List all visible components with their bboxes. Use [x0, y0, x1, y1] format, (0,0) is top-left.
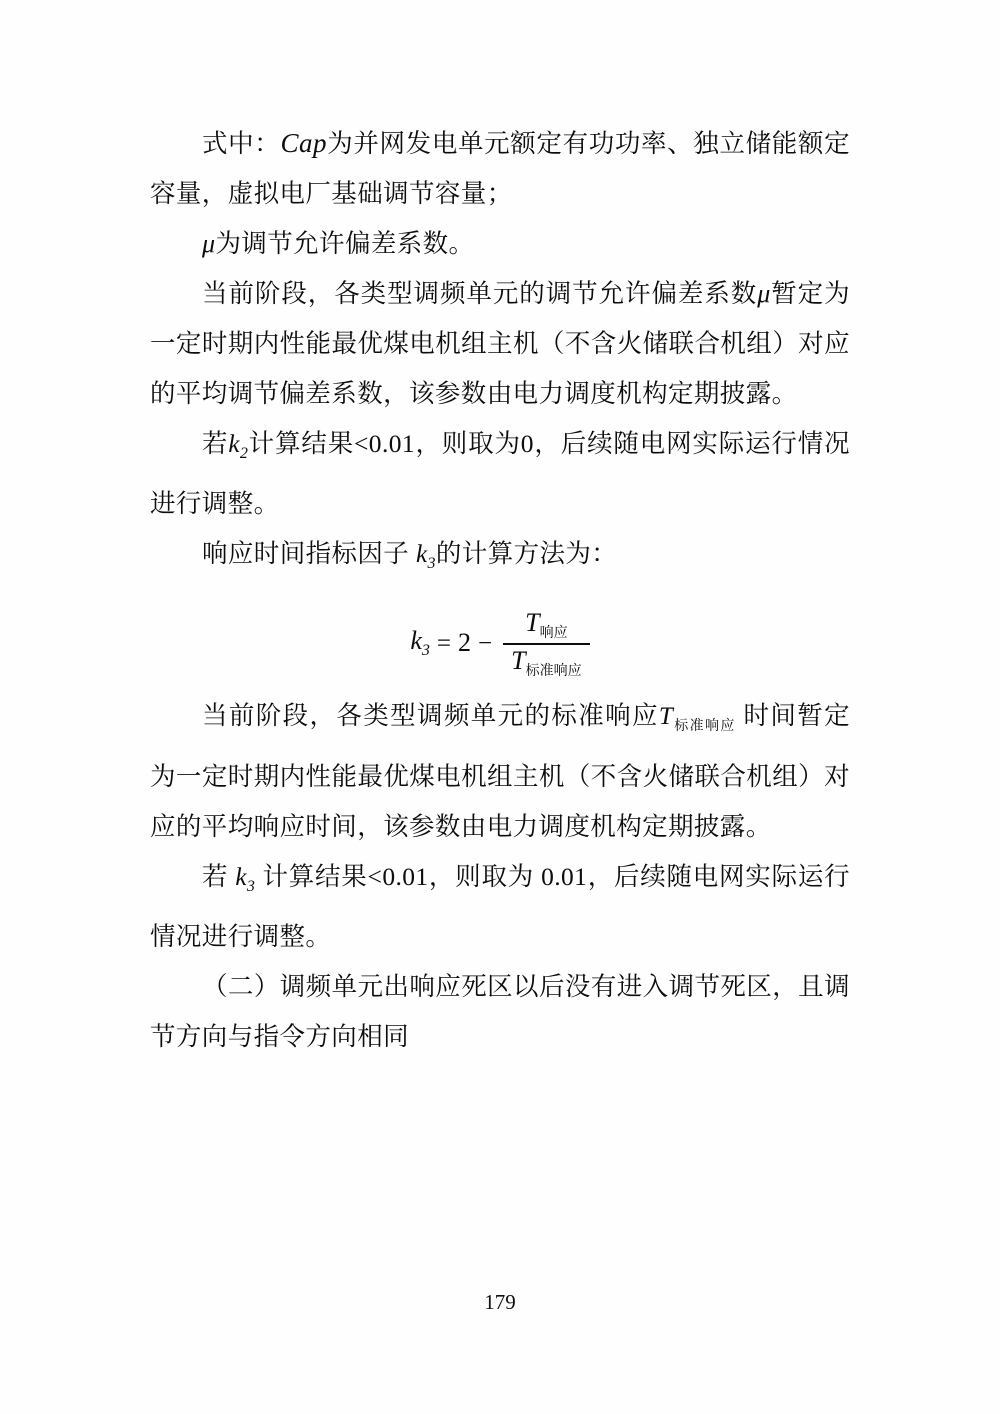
text-run: 计算结果<0.01，则取为0，后续随电网实际运行情况进行调整。: [150, 429, 850, 518]
math-variable-t-standard: [658, 703, 736, 734]
math-subscript: 标准响应: [525, 663, 582, 679]
math-variable-k3: [235, 864, 256, 895]
math-subscript: 标准响应: [673, 719, 736, 734]
math-variable-k2: [228, 431, 249, 462]
math-subscript: 2: [239, 445, 249, 462]
text-run: 为调节允许偏差系数。: [215, 229, 475, 258]
text-run: 当前阶段，各类型调频单元的标准响应: [202, 701, 659, 730]
page-content: [150, 118, 850, 1062]
fraction-denominator: [503, 645, 589, 679]
math-variable-mu: μ: [757, 279, 771, 308]
text-run: 若: [202, 429, 229, 458]
math-subscript: 响应: [539, 626, 568, 642]
formula-minus: −: [478, 629, 493, 657]
math-variable-base: T: [511, 645, 526, 675]
text-run: 时间暂定为一定时期内性能最优煤电机组主机（不含火储联合机组）对应的平均响应时间，该参数由电力调度机构定期披露。: [150, 701, 850, 841]
math-subscript: 3: [427, 555, 436, 572]
text-run: 若: [202, 862, 236, 891]
page-number: 179: [484, 1290, 516, 1314]
fraction-numerator: [517, 610, 575, 643]
math-variable-base: k: [228, 431, 240, 458]
text-run: 为并网发电单元额定有功功率、独立储能额定容量，虚拟电厂基础调节容量；: [150, 129, 850, 208]
math-variable-base: T: [658, 703, 674, 730]
text-run: 的计算方法为：: [435, 539, 618, 568]
paragraph-definition-mu: [150, 219, 850, 269]
text-run: 式中：: [202, 129, 281, 158]
text-run: 暂定为一定时期内性能最优煤电机组主机（不含火储联合机组）对应的平均调节偏差系数，该参数由电力调度机构定期披露。: [150, 279, 851, 408]
text-run: 当前阶段，各类型调频单元的调节允许偏差系数: [202, 279, 758, 308]
math-variable-mu: μ: [202, 229, 216, 258]
math-variable-k3: [415, 541, 436, 572]
paragraph-k3-intro: [150, 529, 850, 589]
formula-fraction: [503, 610, 589, 679]
math-subscript: 3: [246, 878, 256, 895]
formula-lhs: [410, 625, 430, 660]
formula-equals: =: [436, 629, 452, 657]
math-variable-base: T: [525, 608, 540, 637]
paragraph-k2-rule: [150, 419, 850, 529]
paragraph-definition-cap: [150, 118, 850, 219]
math-variable-base: k: [410, 625, 422, 655]
text-run: 计算结果<0.01，则取为 0.01，后续随电网实际运行情况进行调整。: [150, 862, 850, 951]
math-variable-cap: Cap: [280, 128, 327, 158]
formula-expression: [410, 609, 589, 678]
text-run: （二）调频单元出响应死区以后没有进入调节死区，且调节方向与指令方向相同: [150, 972, 850, 1051]
paragraph-k3-rule: [150, 852, 850, 962]
paragraph-section-two: [150, 962, 850, 1062]
math-variable-base: k: [415, 541, 428, 568]
math-subscript: 3: [421, 642, 430, 660]
math-variable-base: k: [235, 864, 247, 891]
paragraph-current-stage-response: [150, 691, 850, 852]
text-run: 响应时间指标因子: [202, 539, 416, 568]
formula-k3: [150, 595, 850, 687]
formula-constant: 2: [458, 628, 472, 658]
paragraph-current-stage-mu: [150, 269, 850, 419]
